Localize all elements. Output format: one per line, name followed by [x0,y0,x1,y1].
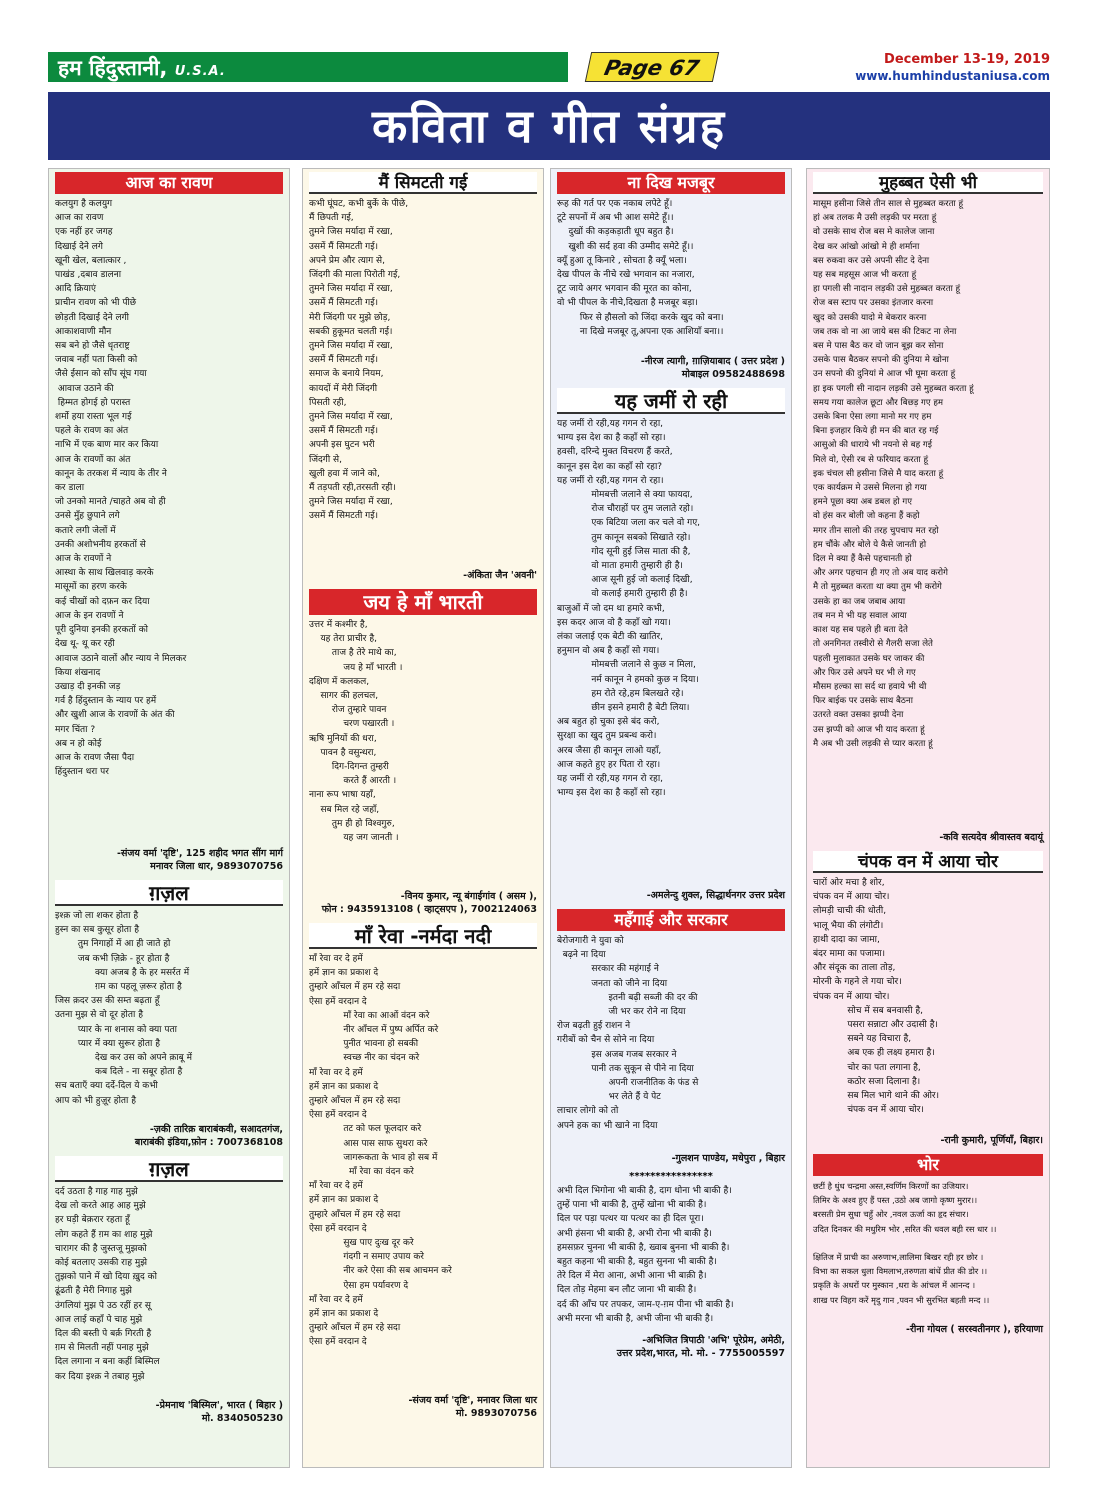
poem-title: ग़ज़ल [55,1156,283,1182]
poem-text: कलयुग है कलयुग आज का रावण एक नहीं हर जगह दिखाई देने लगे खूनी खेल, बलात्कार , पाखंड ,दबाव डालना आदि क्रियाएं प्राचीन रावण को भी पीछे छोड़ती दिखाई देने लगी आकाशवाणी मौन सब बने हो जैसे धृतराष्ट्र जवाब नहीं पता किसी को जैसे ईसान को साँप सूंघ गया आवाज उठाने की हिम्मत होगई हो परास्त शर्मो हया रास्ता भूल गई पहले के रावण का अंत नाभि में एक बाण मार कर किया आज के रावणों का अंत कानून के तरकश में न्याय के तीर ने कर डाला जो उनको मानते /चाहते अब वो ही उनसे मुँह छुपाने लगे कतारे लगी जेलों में उनकी अशोभनीय हरकतों से आज के रावणों ने आस्था के साथ खिलवाड़ करके मासूमों का हरण करके कई चीखों को दफ़न कर दिया आज के इन रावणों ने पूरी दुनिया इनकी हरकतों को देख थू- थू कर रही आवाज उठाने वालों और न्याय ने मिलकर किया शंखनाद उखाड़ दी इनकी जड़ गर्व है हिंदुस्तान के न्याय पर हमें और खुशी आज के रावणों के अंत की मगर चिंता ? अब न हो कोई आज के रावण जैसा पैदा हिंदुस्तान धरा पर [55,199,187,778]
poem-title: आज का रावण [55,172,283,194]
poem-credit: -विनय कुमार, न्यू बंगाईगांव ( असम ), फोन : 9435913108 ( व्हाट्सएप ), 7002124063 [321,891,537,915]
poem-credit: -नीरज त्यागी, ग़ाज़ियाबाद ( उत्तर प्रदेश ) मोबाइल 09582488698 [640,356,785,380]
poem-title: ग़ज़ल [55,880,283,906]
column-4 [806,168,1050,1468]
brand-suffix: U.S.A. [174,64,226,79]
poem-text: इश्क़ जो ला शकर होता है हुस्न का सब कुसूर होता है तुम निगाहों में आ ही जाते हो जब कभी ज़िक्रे - हूर होता है क्या अजब है के हर मसर्रत में ग़म का पहलू ज़रूर होता है जिस क़दर उस की सम्त बढ़ता हूँ उतना मुझ से वो दूर होता है प्यार के ना शनास को क्या पता प्यार में क्या सुरूर होता है देख कर उस को अपने क़ाबू में कब दिले - ना सबूर होता है सच बताएँ क्या दर्दे-दिल ये कभी आप को भी हुज़ूर होता है [55,911,192,1106]
poem-text: मासूम हसीना जिसे तीन साल से मुहब्बत करता हूं हां अब तलक मै उसी लड़की पर मरता हूं वो उसके साथ रोज बस मे कालेज जाना देख कर आंखो आंखो मे ही शर्माना बस रुकवा कर उसे अपनी सीट दे देना यह सब महसूस आज भी करता हूं हा पगली सी नादान लड़की उसे मुहब्बत करता हूं रोज बस स्टाप पर उसका इंतजार करना खुद को उसकी यादो मे बेकरार करना जब तक वो ना आ जाये बस की टिकट ना लेना बस मे पास बैठ कर वो जान बूझ कर सोना उसके पास बैठकर सपनो की दुनिया मे खोना उन सपनो की दुनियां मे आज भी घूमा करता हूं हा इक पगली सी नादान लड़की उसे मुहब्बत करता हूं समय गया कालेज छूटा और बिछड़ गए हम उसके बिना ऐसा लगा मानो मर गए हम बिना इजहार किये ही मन की बात रह गई आसुओ की धाराये भी नयनो से बह गई मिले वो, ऐसी रब से फरियाद करता हूं इक चंचल सी हसीना जिसे मै याद करता हूं एक कार्यक्रम मे उससे मिलना हो गया हमने पूछा क्या अब डबल हो गए वो हंस कर बोली जो कहना हैं कहो मगर तीन सालो की तरह चुपचाप मत रहो हम चौंके और बोले ये कैसे जानती हो दिल मे क्या हैं कैसे पहचानती हो और अगर पहचान ही गए तो अब याद करोगे मै तो मुहब्बत करता था क्या तुम भी करोगे उसके हा का जब जबाब आया तब मन मे भी यह सवाल आया काश यह सब पहले ही बता देते तो अनगिनत तस्वीरो से गैलरी सजा लेते पहली मुलाकात उसके घर जाकर की और फिर उसे अपने घर भी ले गए मौसम हल्का सा सर्द था हवाये भी थी फिर बाईक पर उसके साथ बैठना उतरते वक्त उसका झप्पी देना उस झप्पी को आज भी याद करता हूं मै अब भी उसी लड़की से प्यार करता हूं [813,199,974,749]
poem-text: माँ रेवा वर दे हमें हमें ज्ञान का प्रकाश दे तुम्हारे आँचल में हम रहे सदा ऐसा हमें वरदान दे माँ रेवा का आओं वंदन करे नीर आँचल में पुष्प अर्पित करे पुनीत भावना हो सबकी स्वच्छ नीर का चंदन करे माँ रेवा वर दे हमें हमें ज्ञान का प्रकाश दे तुम्हारे आँचल में हम रहे सदा ऐसा हमें वरदान दे तट को फल फूलदार करे आस पास साफ सुथरा करे जागरूकता के भाव हो सब में माँ रेवा का वंदन करे माँ रेवा वर दे हमें हमें ज्ञान का प्रकाश दे तुम्हारे आँचल में हम रहे सदा ऐसा हमें वरदान दे सुख पाए दुःख दूर करे गंदगी न समाए उपाय करे नीर करे ऐसा की सब आचमन करे ऐसा हम पर्यावरण दे माँ रेवा वर दे हमें हमें ज्ञान का प्रकाश दे तुम्हारे आँचल में हम रहे सदा ऐसा हमें वरदान दे [309,954,452,1348]
column-3 [550,168,792,1468]
poem-title: चंपक वन में आया चोर [813,851,1043,873]
brand-logo [48,52,568,82]
poem-text: रूह की गर्त पर एक नकाब लपेटे हूँ। टूटे सपनों में अब भी आश समेटे हूँ।। दुखों की कड़कड़ाती धूप बहुत है। खुशी की सर्द हवा की उम्मीद समेटे हूँ।। क्यूँ हुआ तू किनारे , सोचता है क्यूँ भला। देख पीपल के नीचे रखे भगवान का नजारा, टूट जाये अगर भगवान की मूरत का कोना, वो भी पीपल के नीचे,दिखता है मजबूर बड़ा। फिर से हौसलो को जिंदा करके खुद को बना। ना दिखे मजबूर तू,अपना एक आशियाँ बना।। [557,199,724,337]
poem-credit: -अभिजित त्रिपाठी 'अभि' पूरेप्रेम, अमेठी, उत्तर प्रदेश,भारत, मो. मो. - 7755005597 [616,1335,785,1359]
poem-credit: -कवि सत्यदेव श्रीवास्तव बदायूं [939,832,1043,843]
poem-title: मैं सिमटती गई [309,172,537,194]
poem-credit: -ज़की तारिक़ बाराबंकवी, सआदतगंज, बाराबंकी इंडिया,फ़ोन : 7007368108 [134,1124,283,1148]
separator-stars: **************** [629,1171,713,1182]
poem-credit: -गुलशन पाण्डेय, मधेपुरा , बिहार [671,1153,785,1164]
poem-title: भोर [813,1154,1043,1176]
column-1 [48,168,290,1468]
poem-text: चारों ओर मचा है शोर, चंपक वन में आया चोर। लोमड़ी चाची की धोती, भालू भैया की लंगोटी। हाथी दादा का जामा, बंदर मामा का पजामा। और संदूक का ताला तोड़, मोरनी के गहने ले गया चोर। चंपक वन में आया चोर। सोच में सब बनवासी है, पसरा सन्नाटा और उदासी है। सबने यह विचारा है, अब एक ही लक्ष्य हमारा है। चोर का पता लगाना है, कठोर सजा दिलाना है। सब मिल भागे थाने की ओर। चंपक वन में आया चोर। [813,878,940,1116]
poem-title: यह जमीं रो रही [557,388,785,414]
poem-text: छटीं है धुंध चन्द्रमा अस्त,स्वर्णिम किरणों का उजियार। तिमिर के अश्व हुए हैं पस्त ,उठो अब जागो कृष्ण मुरार।। बरसती प्रेम सुधा चहुँ ओर ,नवल ऊर्जा का हृद संचार। उदित दिनकर की मधुरिम भोर ,सरित की धवल बही रस धार ।। क्षितिज में प्राची का अरुणाभ,लालिमा बिखर रही हर छोर । विभा का सकल धुला विमलाभ,तरुणता बांधें प्रीत की डोर ।। प्रकृति के अधरों पर मुस्कान ,धरा के आंचल में आनन्द । शाख पर विहग करें मृदु गान ,पवन भी सुरभित बहती मन्द ।। [813,1181,997,1305]
poem-text: कभी घूंघट, कभी बुर्के के पीछे, मैं छिपती गई, तुमने जिस मर्यादा में रखा, उसमें मैं सिमटती गई। अपने प्रेम और त्याग से, जिंदगी की माला पिरोती गई, तुमने जिस मर्यादा में रखा, उसमें मैं सिमटती गई। मेरी जिंदगी पर मुझे छोड़, सबकी हुकूमत चलती गई। तुमने जिस मर्यादा में रखा, उसमें मैं सिमटती गई। समाज के बनाये नियम, कायदों में मेरी जिंदगी पिसती रही, तुमने जिस मर्यादा में रखा, उसमें मैं सिमटती गई। अपनी इस घुटन भरी जिंदगी से, खुली हवा में जाने को, मैं तड़पती रही,तरसती रही। तुमने जिस मर्यादा में रखा, उसमें मैं सिमटती गई। [309,199,409,522]
poem-text: यह जमीं रो रही,यह गगन रो रहा, भाग्य इस देश का है कहाँ सो रहा। हवसी, दरिन्दे मुक्त विचरण हैं करते, कानून इस देश का कहाँ सो रहा? यह जमीं रो रही,यह गगन रो रहा। मोमबत्ती जलाने से क्या फायदा, रोज चौराहों पर तुम जलाते रहो। एक बिटिया जला कर चले वो गए, तुम कानून सबको सिखाते रहो। गोद सूनी हुई जिस माता की है, वो माता हमारी तुम्हारी ही है। आज सूनी हुई जो कलाई दिखी, वो कलाई हमारी तुम्हारी ही है। बाजुओं में जो दम था हमारे कभी, इस कदर आज वो है कहाँ खो गया। लंका जलाई एक बेटी की खातिर, हनुमान वो अब है कहाँ सो गया। मोमबत्ती जलाने से कुछ न मिला, नर्म कानून ने हमको कुछ न दिया। हम रोते रहे,हम बिलखते रहे। छीन इसने हमारी है बेटी लिया। अब बहुत हो चुका इसे बंद करो, सुरक्षा का खुद तुम प्रबन्ध करो। अरब जैसा ही कानून लाओ यहाँ, आज कहते हुए हर पिता रो रहा। यह जमीं रो रही,यह गगन रो रहा, भाग्य इस देश का है कहाँ सो रहा। [557,419,701,799]
poem-credit: -संजय वर्मा 'दृष्टि', मनावर जिला धार मो. 9893070756 [408,1395,537,1419]
poem-text: अभी दिल भिगोना भी बाकी है, दाग धोना भी बाकी है। तुम्हें पाना भी बाकी है, तुम्हें खोना भी बाकी है। दिल पर पड़ा पत्थर या पत्थर का ही दिल पूरा। अभी हंसना भी बाकी है, अभी रोना भी बाकी है। हमसफ़र चुनना भी बाकी है, ख्वाब बुनना भी बाकी है। बहुत कहना भी बाकी है, बहुत सुनना भी बाकी है। तेरे दिल में मेरा आना, अभी आना भी बाक़ी है। दिल तोड़ मेहमा बन लौट जाना भी बाकी है। दर्द की आँच पर तपकर, जाम-ए-ग़म पीना भी बाकी है। अभी मरना भी बाकी है, अभी जीना भी बाकी है। [557,1186,734,1324]
issue-date: December 13-19, 2019 [884,52,1050,67]
poem-text: दर्द उठता है गाह गाह मुझे देख लो करते आह आह मुझे हर घड़ी बेक़रार रहता हूँ लोग कहते हैं ग़म का शाह मुझे चारागर की है जुस्तजू मुझको कोई बतलाए उसकी राह मुझे तुझको पाने में खो दिया ख़ुद को ढूंढती है मेरी निगाह मुझे उंगलियां मुझ पे उठ रहीं हर सू आज लाई कहाँ पे चाह मुझे दिल की बस्ती पे बर्क़ गिरती है ग़म से मिलती नहीं पनाह मुझे दिल लगाना न बना कहीं बिस्मिल कर दिया इश्क़ ने तबाह मुझे [55,1187,160,1382]
poem-credit: -अंकिता जैन 'अवनी' [463,570,537,581]
page-number: Page 67 [585,52,719,82]
poem-title: माँ रेवा -नर्मदा नदी [309,923,537,949]
poem-credit: -रीना गोयल ( सरस्वतीनगर ), हरियाणा [906,1324,1043,1335]
dateline [855,52,1050,84]
poem-title: महँगाई और सरकार [557,909,785,931]
masthead [48,52,1050,86]
poem-credit: -प्रेमनाथ 'बिस्मिल', भारत ( बिहार ) मो. 8340505230 [155,1400,283,1424]
brand-name: हम हिंदुस्तानी, [58,56,168,80]
poem-credit: -रानी कुमारी, पूर्णियाँ, बिहार। [940,1135,1043,1146]
poem-text: उत्तर में कश्मीर है, यह तेरा प्राचीर है, ताज है तेरे माथे का, जय हे माँ भारती । दक्षिण में कलकल, सागर की हलचल, रोज तुम्हारे पावन चरण पखारती । ऋषि मुनियों की धरा, पावन है वसुन्धरा, दिग-दिगन्त तुम्हरी करते हैं आरती । नाना रूप भाषा यहाँ, सब मिल रहे जहाँ, तुम ही हो विश्वगुरु, यह जग जानती । [309,620,403,844]
website-url: www.humhindustaniusa.com [855,69,1050,83]
poem-title: ना दिख मजबूर [557,172,785,194]
poem-credit: -अमलेन्दु शुक्ल, सिद्धार्थनगर उत्तर प्रदेश [646,890,785,901]
column-2 [302,168,544,1468]
poem-title: मुहब्बत ऐसी भी [813,172,1043,194]
poem-text: बेरोजगारी ने युवा को बढ़ने ना दिया सरकार की महंगाई ने जनता को जीने ना दिया इतनी बढ़ी सब्जी की दर की जी भर कर रोने ना दिया रोज बढ़ती हुई राशन ने गरीबों को चैन से सोने ना दिया इस अजब गजब सरकार ने पानी तक सुकून से पीने ना दिया अपनी राजनीतिक के फंड से भर लेते हैं ये पेट लाचार लोगो को तो अपने हक का भी खाने ना दिया [557,936,699,1131]
poem-credit: -संजय वर्मा 'दृष्टि', 125 शहीद भगत सींग मार्ग मनावर जिला धार, 9893070756 [117,848,283,872]
section-banner: कविता व गीत संग्रह [48,92,1050,160]
poem-title: जय हे माँ भारती [309,589,537,615]
